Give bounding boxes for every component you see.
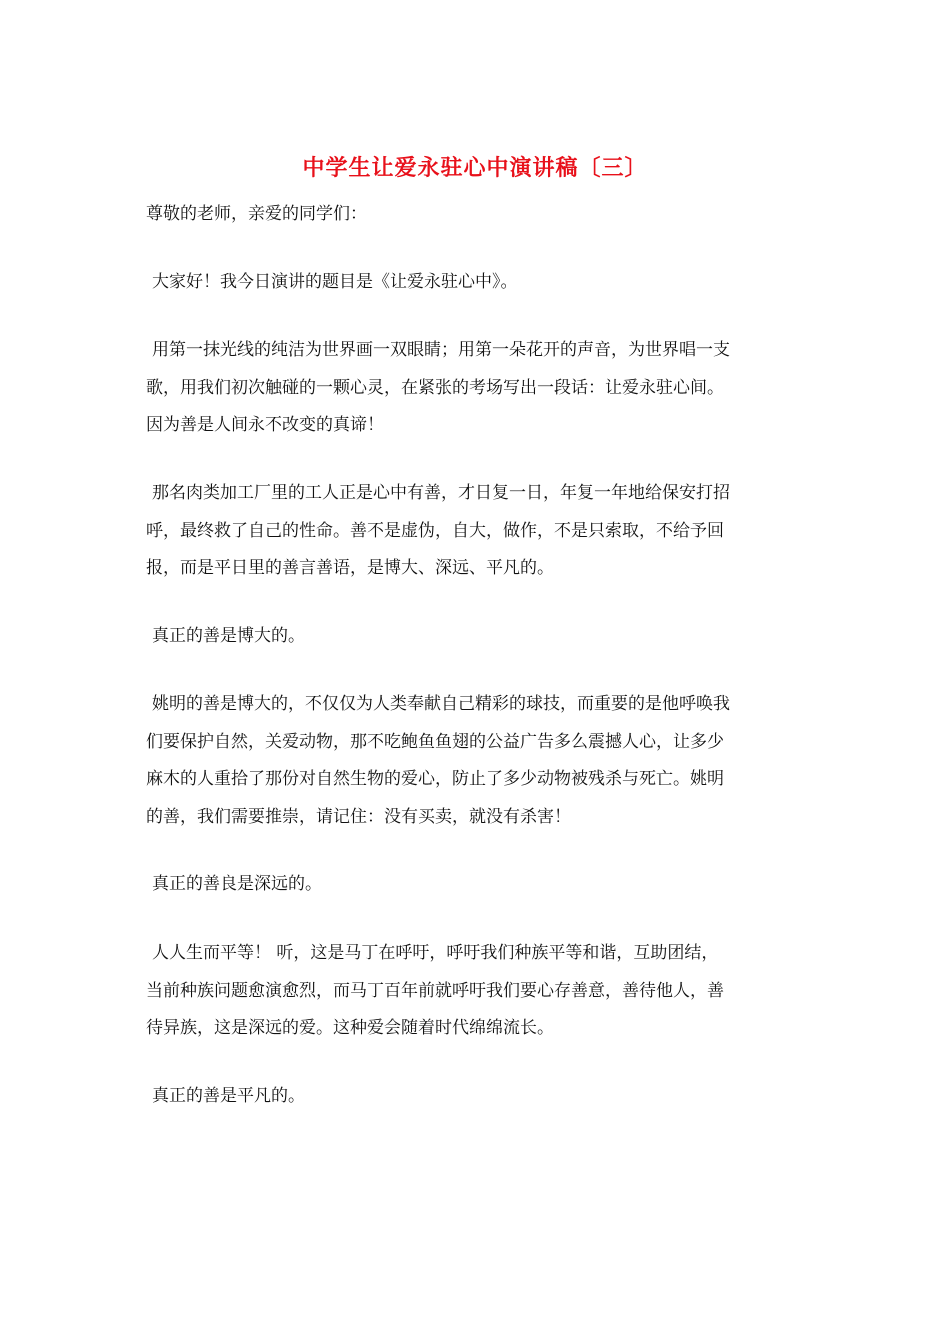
paragraph-martin — [146, 935, 814, 1048]
paragraph-line: 真正的善是平凡的。 — [152, 1086, 305, 1106]
paragraph-line: 待异族，这是深远的爱。这种爱会随着时代绵绵流长。 — [146, 1018, 554, 1038]
paragraph-greeting — [146, 264, 814, 302]
paragraph-line: 大家好！我今日演讲的题目是《让爱永驻心中》。 — [152, 272, 518, 292]
document-title: 中学生让爱永驻心中演讲稿〔三〕 — [302, 155, 648, 181]
paragraph-line: 的善，我们需要推崇，请记住：没有买卖，就没有杀害！ — [146, 806, 571, 827]
paragraph-line: 报，而是平日里的善言善语，是博大、深远、平凡的。 — [146, 558, 554, 578]
paragraph-line: 真正的善良是深远的。 — [152, 874, 322, 894]
paragraph-intro — [146, 332, 814, 445]
paragraph-line: 因为善是人间永不改变的真谛！ — [146, 415, 384, 435]
paragraph-line: 那名肉类加工厂里的工人正是心中有善，才日复一日，年复一年地给保安打招 — [152, 483, 730, 503]
paragraph-line: 真正的善是博大的。 — [152, 626, 305, 646]
salutation-line: 尊敬的老师，亲爱的同学们： — [146, 204, 367, 224]
paragraph-heading-broad — [146, 618, 814, 656]
paragraph-line: 麻木的人重拾了那份对自然生物的爱心，防止了多少动物被残杀与死亡。姚明 — [146, 769, 724, 789]
paragraph-line: 当前种族问题愈演愈烈，而马丁百年前就呼吁我们要心存善意，善待他人，善 — [146, 980, 724, 1001]
paragraph-line: 用第一抹光线的纯洁为世界画一双眼睛；用第一朵花开的声音，为世界唱一支 — [152, 340, 730, 360]
paragraph-heading-profound — [146, 866, 814, 904]
paragraph-line: 们要保护自然，关爱动物，那不吃鲍鱼鱼翅的公益广告多么震撼人心，让多少 — [146, 731, 724, 752]
paragraph-factory-worker — [146, 475, 814, 588]
paragraph-line: 姚明的善是博大的，不仅仅为人类奉献自己精彩的球技，而重要的是他呼唤我 — [152, 694, 730, 714]
paragraph-line: 呼，最终救了自己的性命。善不是虚伪，自大，做作，不是只索取，不给予回 — [146, 520, 724, 541]
salutation — [146, 196, 814, 234]
paragraph-heading-ordinary — [146, 1078, 814, 1116]
paragraph-line: 人人生而平等！ 听，这是马丁在呼吁，呼吁我们种族平等和谐，互助团结， — [152, 943, 719, 963]
paragraph-line: 歌，用我们初次触碰的一颗心灵，在紧张的考场写出一段话：让爱永驻心间。 — [146, 377, 724, 398]
paragraph-yao-ming — [146, 686, 814, 836]
